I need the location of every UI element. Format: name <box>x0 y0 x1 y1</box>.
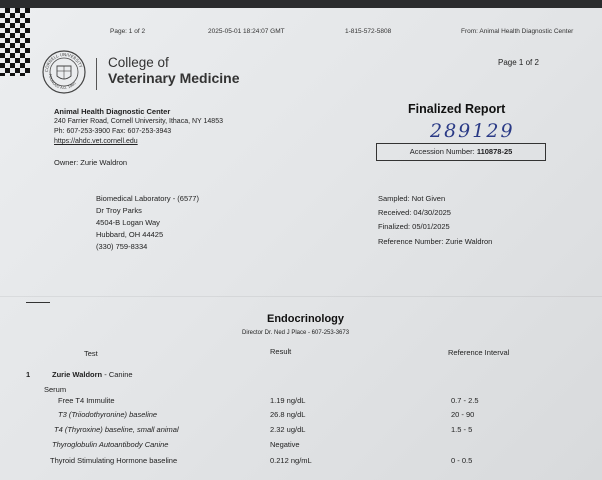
result-free-t4: 1.19 ng/dL <box>270 396 306 405</box>
ref-t3: 20 - 90 <box>451 410 475 419</box>
patient-species: - Canine <box>104 370 133 379</box>
accession-number: 110878-25 <box>476 147 513 156</box>
specimen-type: Serum <box>44 385 67 394</box>
client-line2: Dr Troy Parks <box>96 206 142 215</box>
fax-phone: 1-815-572-5808 <box>345 28 392 35</box>
accession-box <box>376 143 546 161</box>
ref-t4: 1.5 - 5 <box>451 425 473 434</box>
test-t4: T4 (Thyroxine) baseline, small animal <box>54 425 179 434</box>
lab-address: 240 Farrier Road, Cornell University, Ithaca, NY 14853 <box>54 118 223 125</box>
fax-timestamp: 2025-05-01 18:24:07 GMT <box>208 28 285 35</box>
section-title: Endocrinology <box>267 313 344 325</box>
report-status: Finalized Report <box>408 102 506 116</box>
reference-number: Reference Number: Zurie Waldron <box>378 237 493 246</box>
section-director: Director Dr. Ned J Place - 607-253-3673 <box>242 330 350 336</box>
result-t3: 26.8 ng/dL <box>270 410 306 419</box>
header-reference: Reference Interval <box>448 348 510 357</box>
fax-checker-mark <box>0 8 30 76</box>
ref-free-t4: 0.7 - 2.5 <box>451 396 479 405</box>
ref-tsh: 0 - 0.5 <box>451 456 473 465</box>
finalized-date: Finalized: 05/01/2025 <box>378 222 450 231</box>
client-line1: Biomedical Laboratory - (6577) <box>96 194 199 203</box>
test-tsh: Thyroid Stimulating Hormone baseline <box>50 456 178 465</box>
accession-label: Accession Number: <box>409 147 475 156</box>
patient-index: 1 <box>26 370 31 379</box>
logo-divider <box>96 58 97 90</box>
sampled-date: Sampled: Not Given <box>378 194 446 203</box>
lab-url-link[interactable]: https://ahdc.vet.cornell.edu <box>54 138 138 145</box>
cornell-seal-logo <box>42 50 86 94</box>
handwritten-note: 289129 <box>430 120 515 142</box>
college-name-line2: Veterinary Medicine <box>108 70 240 86</box>
svg-text:FOUNDED A.D. 1865: FOUNDED A.D. 1865 <box>47 73 77 91</box>
college-name-line1: College of <box>108 55 169 70</box>
header-test: Test <box>84 349 98 358</box>
svg-text:CORNELL UNIVERSITY: CORNELL UNIVERSITY <box>43 51 84 73</box>
owner-name: Owner: Zurie Waldron <box>54 158 128 167</box>
result-thyroglobulin: Negative <box>270 440 300 449</box>
test-free-t4: Free T4 Immulite <box>58 396 115 405</box>
header-result: Result <box>270 347 292 356</box>
patient-line <box>52 370 133 379</box>
test-t3: T3 (Triiodothyronine) baseline <box>58 410 158 419</box>
page-number: Page 1 of 2 <box>498 58 539 67</box>
lab-phone-fax: Ph: 607-253-3900 Fax: 607-253-3943 <box>54 128 172 135</box>
client-line5: (330) 759-8334 <box>96 242 148 251</box>
client-line3: 4504-B Logan Way <box>96 218 160 227</box>
separator-dash <box>26 302 50 303</box>
client-line4: Hubbard, OH 44425 <box>96 230 164 239</box>
result-t4: 2.32 ug/dL <box>270 425 306 434</box>
fax-from: From: Animal Health Diagnostic Center <box>461 28 574 35</box>
result-tsh: 0.212 ng/mL <box>270 456 312 465</box>
report-page <box>0 8 602 480</box>
test-thyroglobulin: Thyroglobulin Autoantibody Canine <box>52 440 169 449</box>
lab-name: Animal Health Diagnostic Center <box>54 107 171 116</box>
fax-page: Page: 1 of 2 <box>110 28 146 35</box>
patient-name: Zurie Waldorn <box>52 370 103 379</box>
received-date: Received: 04/30/2025 <box>378 208 451 217</box>
paper-fold <box>0 296 602 297</box>
